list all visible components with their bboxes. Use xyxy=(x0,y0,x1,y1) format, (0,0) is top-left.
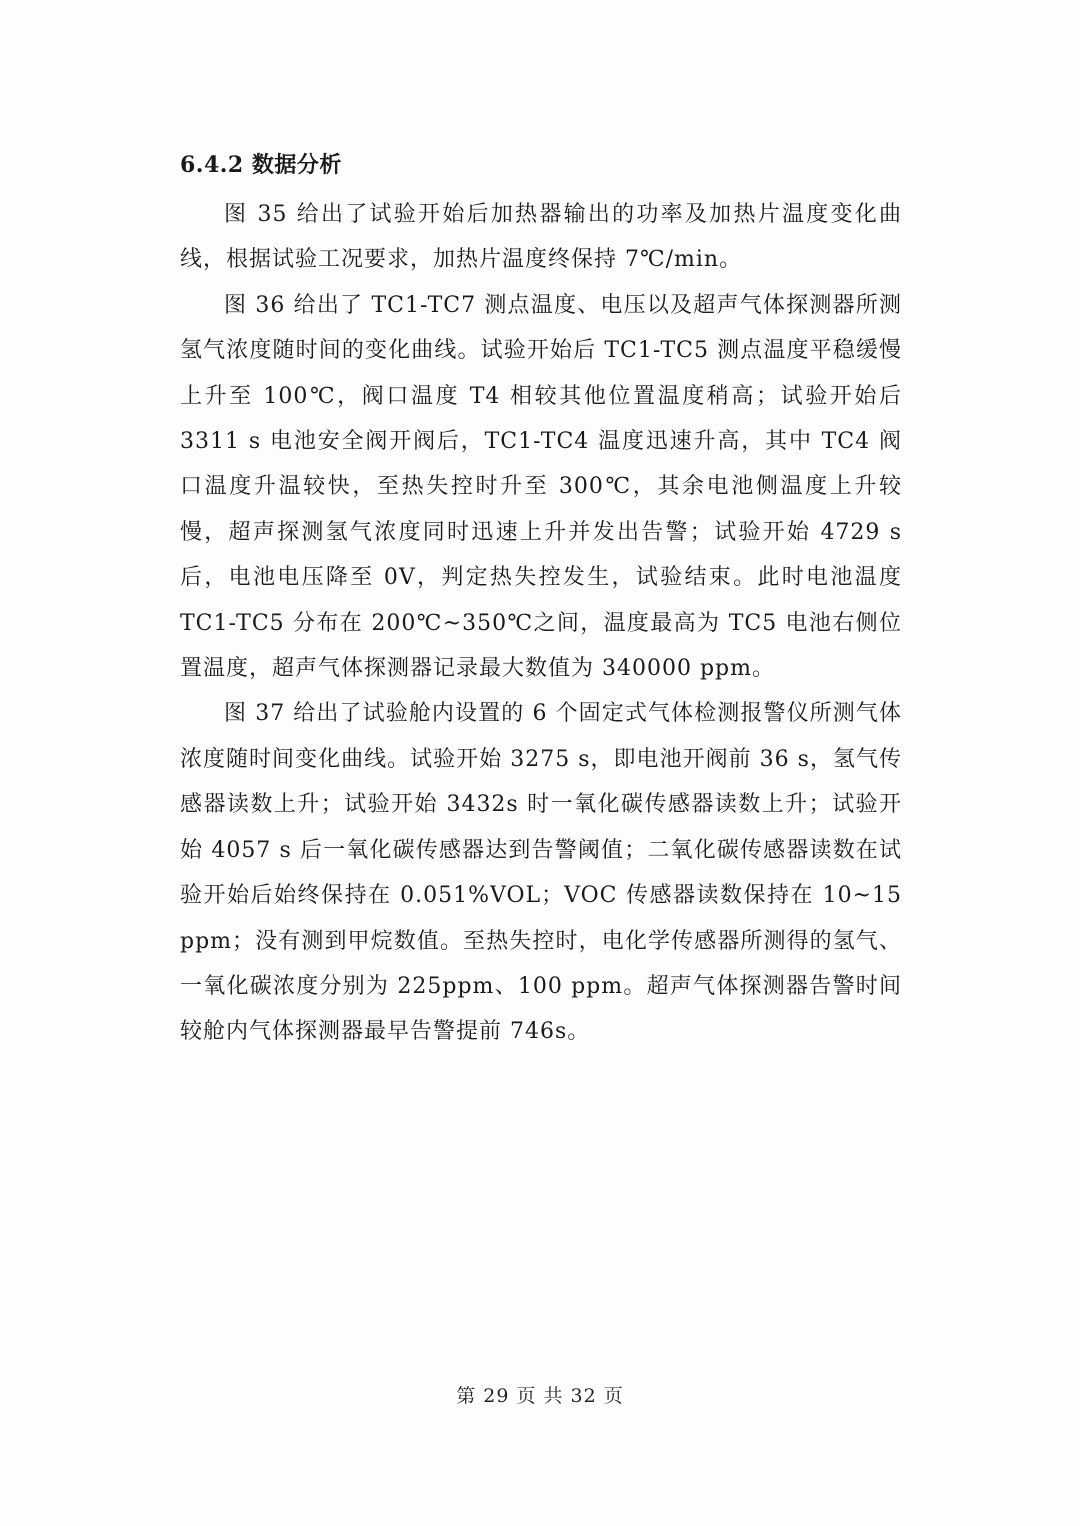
page-number-footer: 第 29 页 共 32 页 xyxy=(456,1385,624,1407)
paragraph-figure-37: 图 37 给出了试验舱内设置的 6 个固定式气体检测报警仪所测气体浓度随时间变化曲线。试验开始 3275 s，即电池开阀前 36 s，氢气传感器读数上升；试验开始 3432s 时一氧化碳传感器读数上升；试验开始 4057 s 后一氧化碳传感器达到告警阈值；二氧化碳传感器读数在试验开始后始终保持在 0.051%VOL；VOC 传感器读数保持在 10~15 ppm；没有测到甲烷数值。至热失控时，电化学传感器所测得的氢气、一氧化碳浓度分别为 225ppm、100 ppm。超声气体探测器告警时间较舱内气体探测器最早告警提前 746s。 xyxy=(180,701,902,1045)
section-heading: 6.4.2 数据分析 xyxy=(180,152,342,178)
paragraph-figure-36: 图 36 给出了 TC1-TC7 测点温度、电压以及超声气体探测器所测氢气浓度随时间的变化曲线。试验开始后 TC1-TC5 测点温度平稳缓慢上升至 100℃，阀口温度 T4 相较其他位置温度稍高；试验开始后 3311 s 电池安全阀开阀后，TC1-TC4 温度迅速升高，其中 TC4 阀口温度升温较快，至热失控时升至 300℃，其余电池侧温度上升较慢，超声探测氢气浓度同时迅速上升并发出告警；试验开始 4729 s 后，电池电压降至 0V，判定热失控发生，试验结束。此时电池温度 TC1-TC5 分布在 200℃~350℃之间，温度最高为 TC5 电池右侧位置温度，超声气体探测器记录最大数值为 340000 ppm。 xyxy=(180,292,902,682)
paragraph-figure-35: 图 35 给出了试验开始后加热器输出的功率及加热片温度变化曲线，根据试验工况要求，加热片温度终保持 7℃/min。 xyxy=(180,202,902,273)
page-content xyxy=(180,140,902,1055)
